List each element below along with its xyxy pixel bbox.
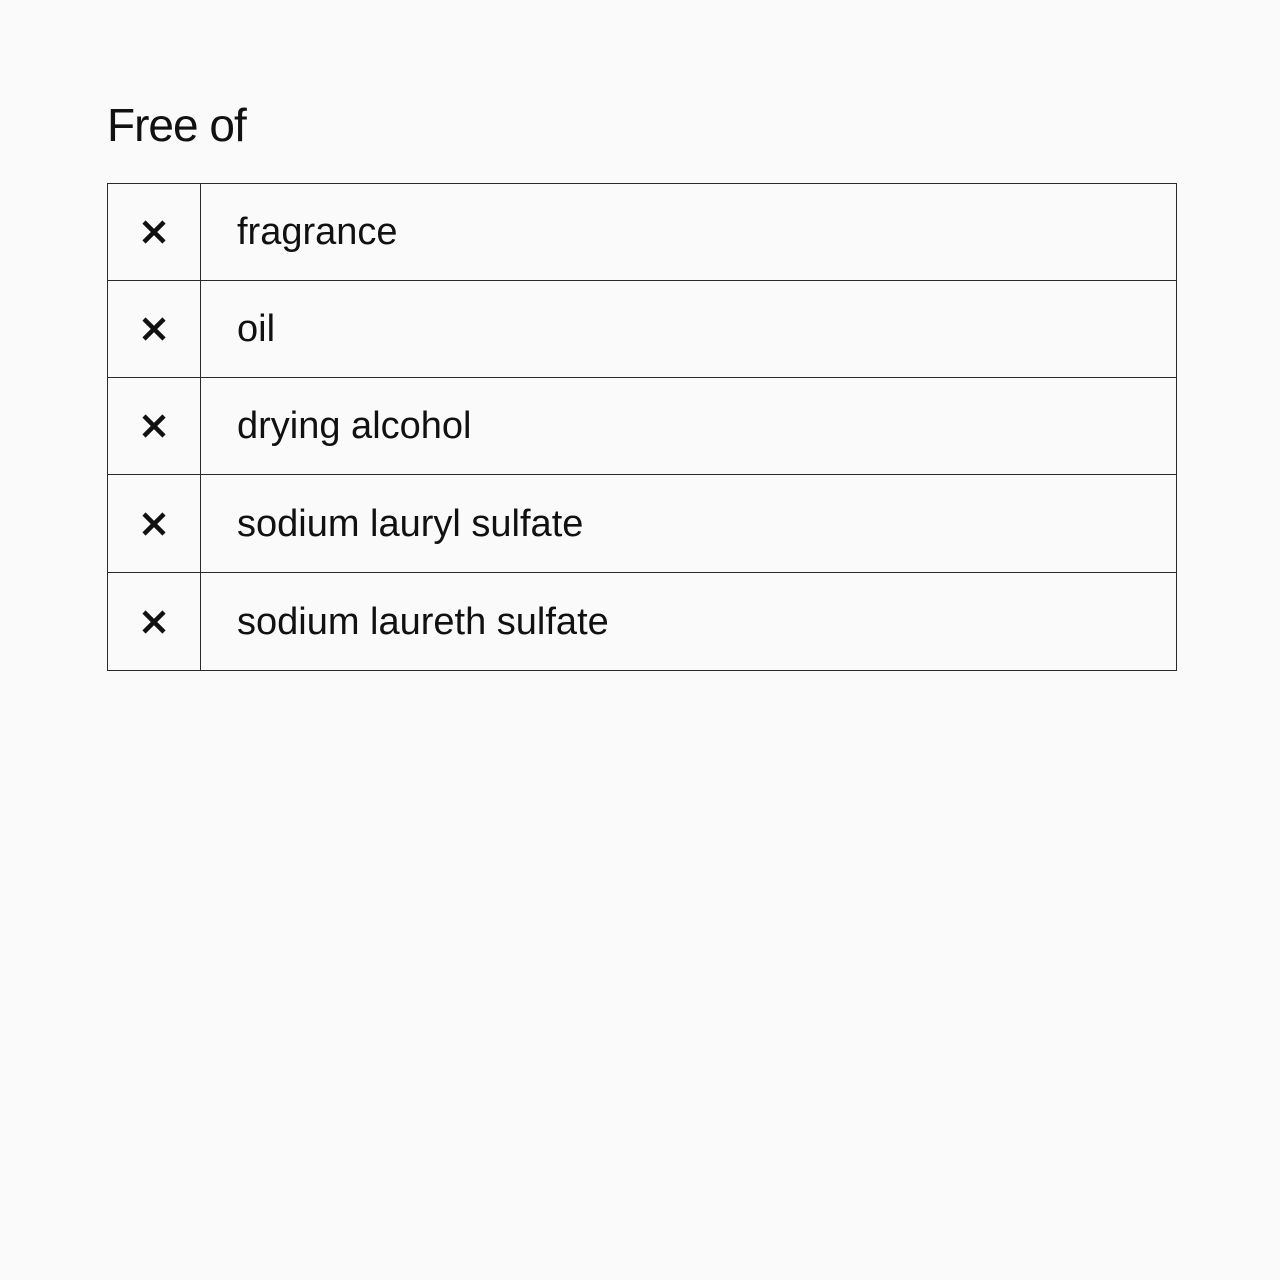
mark-cell	[108, 573, 201, 671]
mark-cell	[108, 475, 201, 573]
x-mark-icon	[140, 510, 168, 538]
table-row	[108, 573, 1177, 671]
free-of-table	[107, 183, 1177, 671]
x-mark-icon	[140, 608, 168, 636]
x-mark-icon	[140, 218, 168, 246]
table-row	[108, 378, 1177, 475]
table-row	[108, 184, 1177, 281]
ingredient-label: fragrance	[201, 184, 1177, 281]
x-mark-icon	[140, 412, 168, 440]
x-mark-icon	[140, 315, 168, 343]
table-row	[108, 475, 1177, 573]
ingredient-label: sodium lauryl sulfate	[201, 475, 1177, 573]
mark-cell	[108, 378, 201, 475]
page-title: Free of	[107, 99, 246, 151]
ingredient-label: drying alcohol	[201, 378, 1177, 475]
mark-cell	[108, 184, 201, 281]
ingredient-label: oil	[201, 281, 1177, 378]
table-row	[108, 281, 1177, 378]
ingredient-label: sodium laureth sulfate	[201, 573, 1177, 671]
mark-cell	[108, 281, 201, 378]
